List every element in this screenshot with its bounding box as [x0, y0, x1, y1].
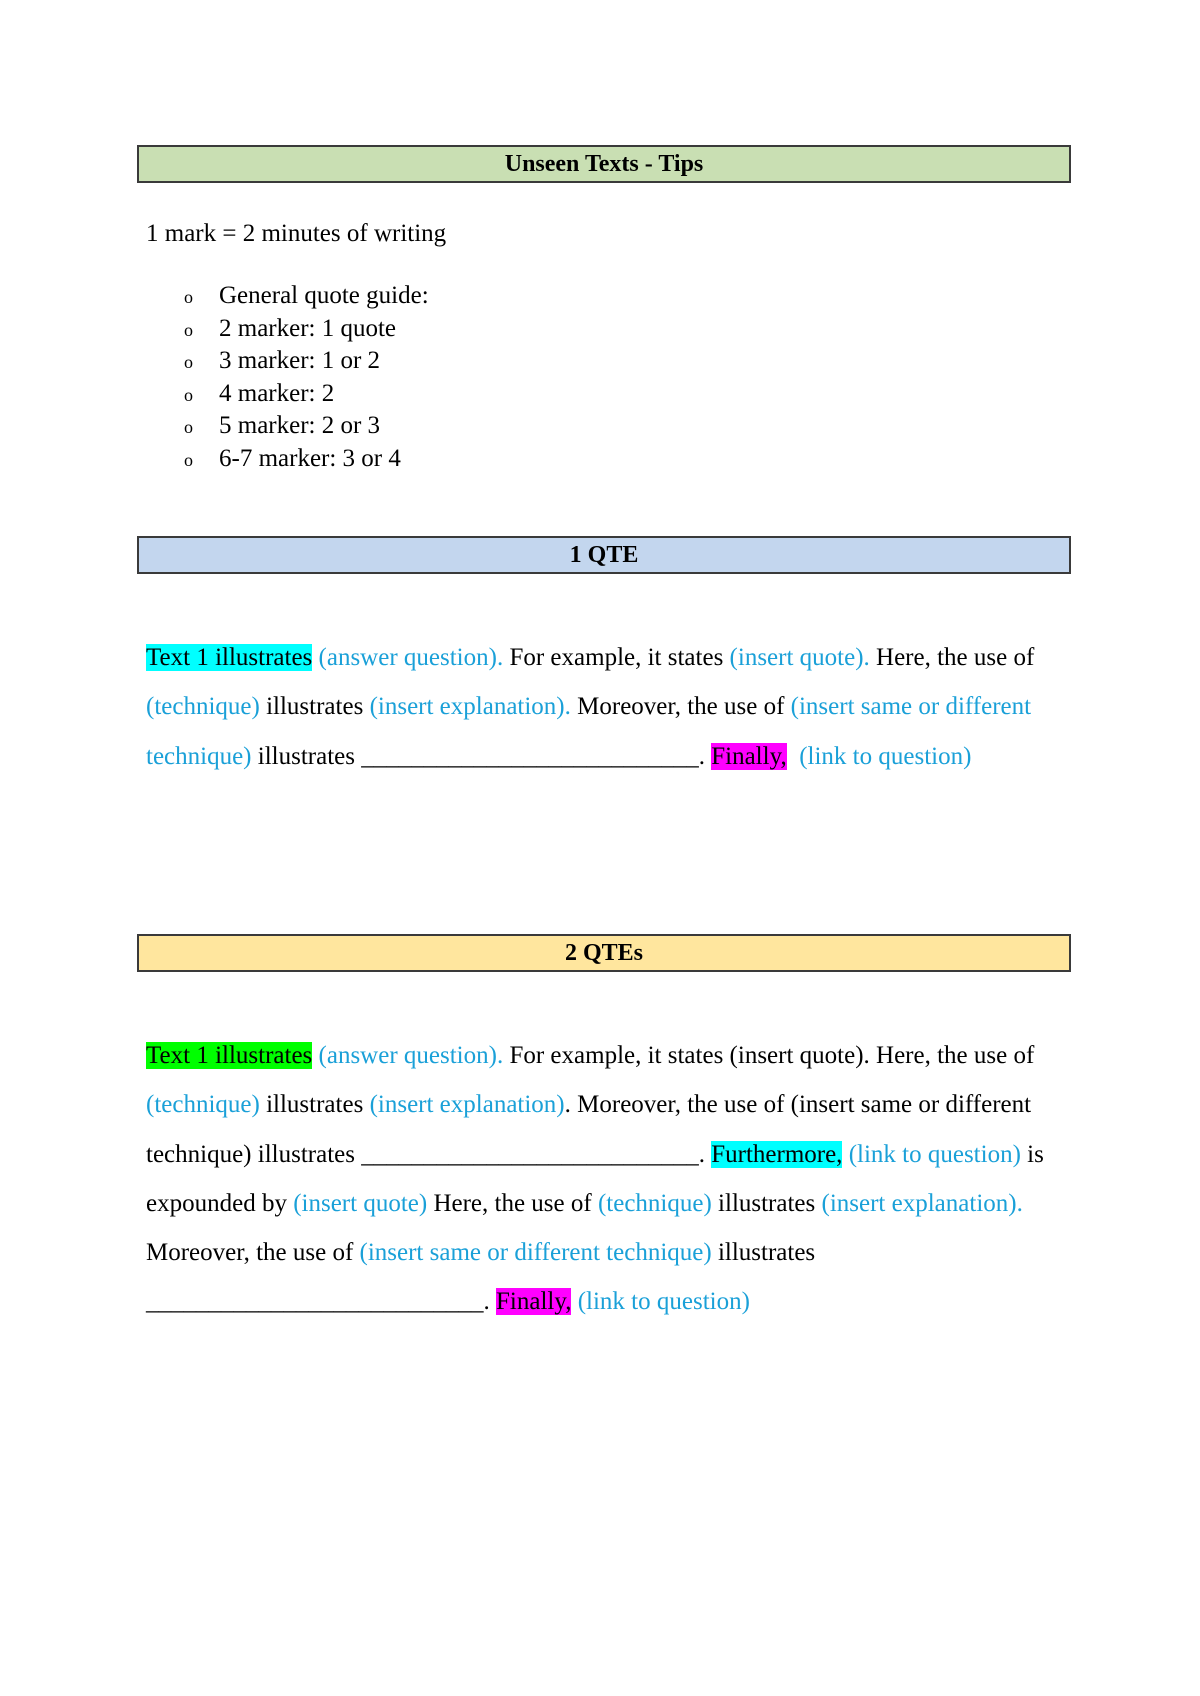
- finally-highlight: Finally,: [711, 742, 787, 770]
- circle-bullet-icon: o: [184, 417, 193, 438]
- circle-bullet-icon: o: [184, 384, 193, 405]
- list-item: o General quote guide:: [146, 280, 429, 313]
- furthermore-highlight: Furthermore,: [711, 1140, 843, 1168]
- answer-blank: ___________________________: [361, 1140, 699, 1168]
- one-qte-heading-banner: [137, 536, 1071, 574]
- one-qte-heading-text: 1 QTE: [569, 542, 639, 568]
- list-item: o 5 marker: 2 or 3: [146, 410, 429, 443]
- answer-blank: ___________________________: [361, 742, 699, 770]
- quote-guide-list: [146, 280, 429, 476]
- one-qte-template-paragraph: Text 1 illustrates (answer question). For example, it states (insert quote). Here, the use of (technique) illustrates (insert explanation). Moreover, the use of (insert same or different technique) illustrates ___________________________. Finally, (link to question): [146, 644, 1035, 770]
- tips-heading-banner: [137, 145, 1071, 183]
- circle-bullet-icon: o: [184, 352, 193, 373]
- list-item: o 4 marker: 2: [146, 378, 429, 411]
- two-qtes-heading-text: 2 QTEs: [564, 940, 644, 966]
- mark-time-rule: 1 mark = 2 minutes of writing: [146, 220, 447, 247]
- two-qtes-template-paragraph: Text 1 illustrates (answer question). For example, it states (insert quote). Here, the use of (technique) illustrates (insert explanation). Moreover, the use of (insert same or different technique) illustrates ___________________________. Furthermore, (link to question) is expounded by (insert quote) Here, the use of (technique) illustrates (insert explanation). Moreover, the use of (insert same or different technique) illustrates ___________________________. Finally, (link to question): [146, 1042, 1044, 1316]
- circle-bullet-icon: o: [184, 319, 193, 340]
- list-item: o 3 marker: 1 or 2: [146, 345, 429, 378]
- list-item: o 2 marker: 1 quote: [146, 313, 429, 346]
- tips-heading-text: Unseen Texts - Tips: [504, 151, 704, 177]
- list-item: o 6-7 marker: 3 or 4: [146, 443, 429, 476]
- finally-highlight: Finally,: [496, 1288, 572, 1316]
- opening-phrase-highlight: Text 1 illustrates: [146, 644, 313, 671]
- circle-bullet-icon: o: [184, 287, 193, 307]
- answer-blank: ___________________________: [146, 1288, 484, 1316]
- circle-bullet-icon: o: [184, 449, 193, 470]
- opening-phrase-highlight: Text 1 illustrates: [146, 1042, 313, 1069]
- two-qtes-heading-banner: [137, 934, 1071, 972]
